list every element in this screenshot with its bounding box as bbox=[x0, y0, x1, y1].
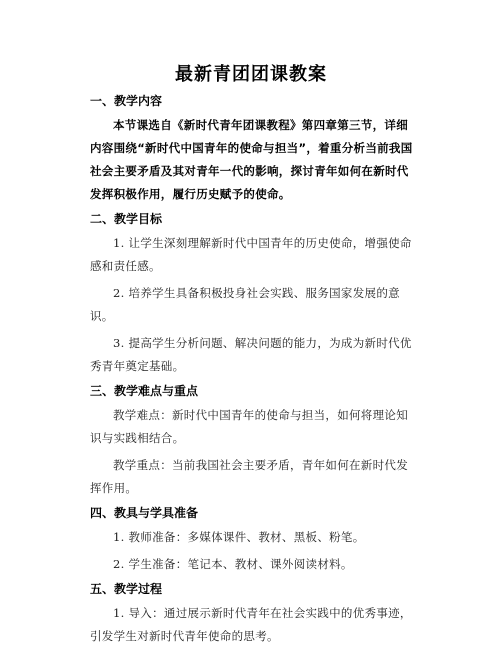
section-teaching-content bbox=[90, 92, 416, 206]
section-paragraph: 教学难点：新时代中国青年的使命与担当，如何将理论知识与实践相结合。 bbox=[90, 408, 408, 445]
section-heading: 一、教学内容 bbox=[90, 94, 163, 108]
section-teaching-goals bbox=[90, 210, 416, 378]
list-item: 2. 学生准备：笔记本、教材、课外阅读材料。 bbox=[113, 557, 353, 571]
section-teaching-process bbox=[90, 580, 416, 648]
section-paragraph: 本节课选自《新时代青年团课教程》第四章第三节，详细内容围绕“新时代中国青年的使命与担当”，着重分析当前我国社会主要矛盾及其对青年一代的影响，探讨青年如何在新时代发挥积极作用，履行历史赋予的使命。 bbox=[90, 118, 413, 201]
list-item: 2. 培养学生具备积极投身社会实践、服务国家发展的意识。 bbox=[90, 286, 400, 323]
section-heading: 二、教学目标 bbox=[90, 212, 163, 226]
list-item: 1. 让学生深刻理解新时代中国青年的历史使命，增强使命感和责任感。 bbox=[90, 236, 412, 273]
section-heading: 四、教具与学具准备 bbox=[90, 506, 199, 520]
section-difficulties-focus bbox=[90, 382, 416, 500]
list-item: 1. 导入：通过展示新时代青年在社会实践中的优秀事迹，引发学生对新时代青年使命的思考。 bbox=[90, 606, 412, 643]
section-paragraph: 教学重点：当前我国社会主要矛盾，青年如何在新时代发挥作用。 bbox=[90, 458, 408, 495]
document-body bbox=[90, 92, 416, 652]
list-item: 1. 教师准备：多媒体课件、教材、黑板、粉笔。 bbox=[113, 530, 365, 544]
list-item: 3. 提高学生分析问题、解决问题的能力，为成为新时代优秀青年奠定基础。 bbox=[90, 336, 412, 373]
section-materials bbox=[90, 504, 416, 576]
document-title: 最新青团团课教案 bbox=[175, 64, 327, 85]
section-heading: 五、教学过程 bbox=[90, 582, 163, 596]
section-heading: 三、教学难点与重点 bbox=[90, 384, 199, 398]
